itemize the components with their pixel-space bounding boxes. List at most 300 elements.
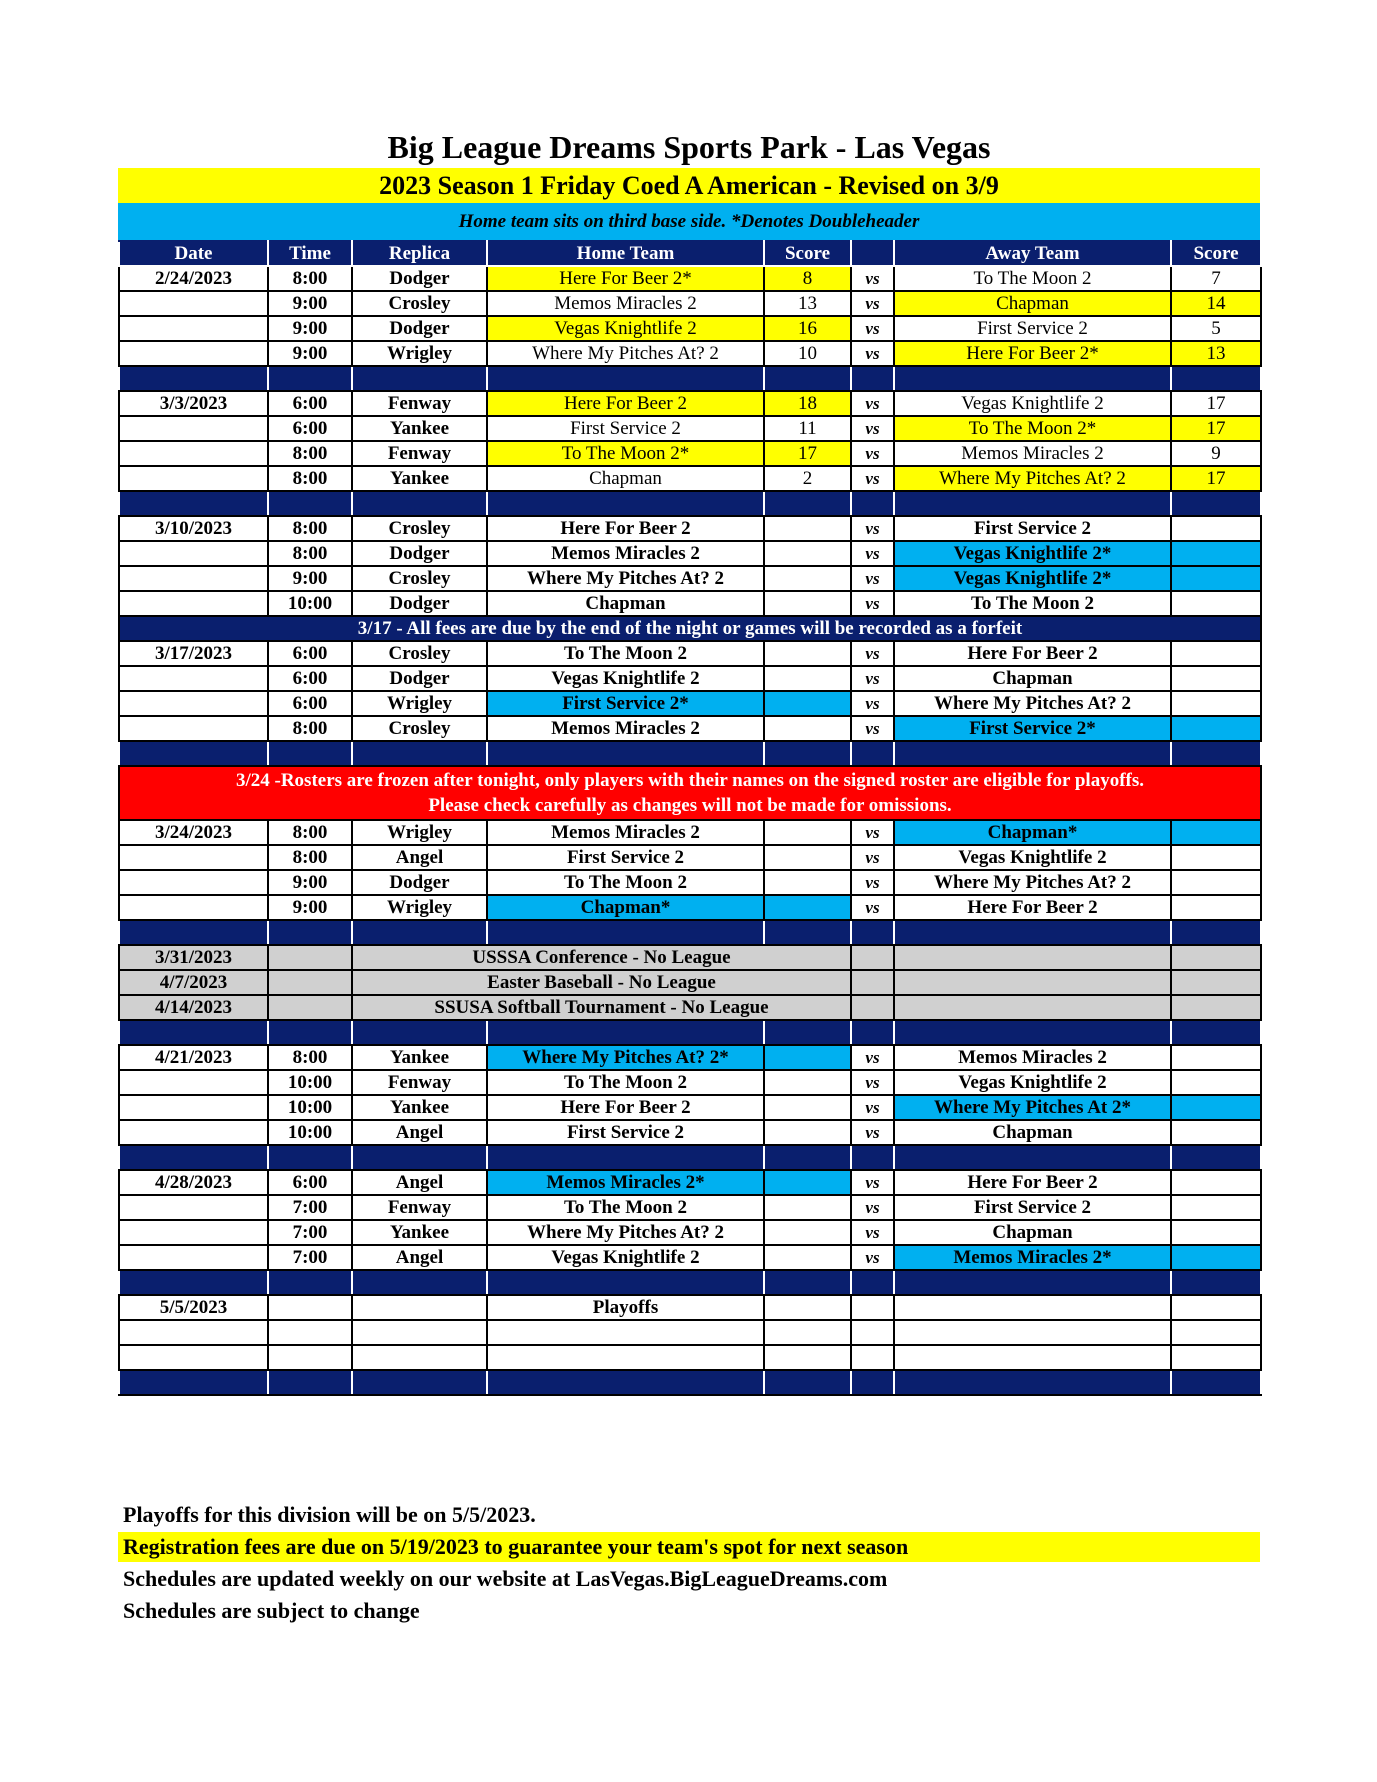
date-cell: [119, 591, 268, 616]
home-team-cell: Where My Pitches At? 2*: [487, 1045, 764, 1070]
separator-cell: [352, 366, 487, 391]
replica-cell: Angel: [352, 1170, 487, 1195]
separator-cell: [894, 1370, 1171, 1395]
time-cell: [268, 945, 352, 970]
vs-cell: vs: [851, 541, 894, 566]
replica-cell: Crosley: [352, 566, 487, 591]
away-score-cell: [1171, 691, 1261, 716]
date-cell: [119, 541, 268, 566]
date-cell: [119, 870, 268, 895]
replica-cell: [352, 1320, 487, 1345]
game-row: [119, 895, 1261, 920]
home-team-cell: Memos Miracles 2: [487, 541, 764, 566]
home-team-cell: Here For Beer 2: [487, 516, 764, 541]
separator-cell: [487, 366, 764, 391]
game-row: [119, 1295, 1261, 1320]
header-home-team: Home Team: [487, 241, 764, 266]
separator-cell: [851, 1020, 894, 1045]
separator-cell: [119, 366, 268, 391]
vs-cell: [851, 1295, 894, 1320]
replica-cell: Yankee: [352, 1045, 487, 1070]
replica-cell: Yankee: [352, 416, 487, 441]
separator-cell: [764, 920, 851, 945]
away-score-cell: [1171, 995, 1261, 1020]
vs-cell: vs: [851, 1070, 894, 1095]
separator-cell: [268, 366, 352, 391]
away-score-cell: 13: [1171, 341, 1261, 366]
vs-cell: vs: [851, 591, 894, 616]
date-cell: [119, 441, 268, 466]
separator-cell: [1171, 1145, 1261, 1170]
no-league-row: [119, 945, 1261, 970]
away-team-cell: To The Moon 2: [894, 591, 1171, 616]
away-score-cell: [1171, 1120, 1261, 1145]
date-cell: [119, 1120, 268, 1145]
game-row: [119, 691, 1261, 716]
header-vs: [851, 241, 894, 266]
away-score-cell: [1171, 1045, 1261, 1070]
header-away-score: Score: [1171, 241, 1261, 266]
away-team-cell: Here For Beer 2: [894, 895, 1171, 920]
game-row: [119, 466, 1261, 491]
away-team-cell: [894, 1345, 1171, 1370]
separator-cell: [851, 741, 894, 766]
vs-cell: vs: [851, 1195, 894, 1220]
header-row: [119, 241, 1261, 266]
separator-cell: [119, 1145, 268, 1170]
separator-cell: [851, 366, 894, 391]
home-score-cell: [764, 691, 851, 716]
away-score-cell: 14: [1171, 291, 1261, 316]
away-score-cell: 5: [1171, 316, 1261, 341]
away-score-cell: [1171, 845, 1261, 870]
time-cell: 7:00: [268, 1220, 352, 1245]
home-team-cell: First Service 2: [487, 1120, 764, 1145]
away-score-cell: 17: [1171, 416, 1261, 441]
home-score-cell: [764, 566, 851, 591]
home-team-cell: Chapman*: [487, 895, 764, 920]
separator-cell: [119, 1370, 268, 1395]
replica-cell: Fenway: [352, 391, 487, 416]
away-team-cell: Where My Pitches At? 2: [894, 870, 1171, 895]
home-score-cell: [764, 1220, 851, 1245]
vs-cell: vs: [851, 895, 894, 920]
home-score-cell: [764, 1295, 851, 1320]
away-team-cell: Here For Beer 2*: [894, 341, 1171, 366]
date-cell: [119, 716, 268, 741]
separator-cell: [764, 741, 851, 766]
date-cell: [119, 1070, 268, 1095]
away-score-cell: [1171, 895, 1261, 920]
playoffs-note: Playoffs for this division will be on 5/5/2023.: [123, 1502, 536, 1527]
home-team-cell: To The Moon 2: [487, 870, 764, 895]
away-score-cell: [1171, 820, 1261, 845]
time-cell: 8:00: [268, 716, 352, 741]
date-cell: 3/3/2023: [119, 391, 268, 416]
game-row: [119, 1345, 1261, 1370]
replica-cell: Angel: [352, 1120, 487, 1145]
date-cell: [119, 1320, 268, 1345]
home-team-cell: To The Moon 2: [487, 1070, 764, 1095]
replica-cell: Dodger: [352, 666, 487, 691]
page-title: Big League Dreams Sports Park - Las Vegas: [387, 129, 991, 165]
home-score-cell: 17: [764, 441, 851, 466]
separator-cell: [1171, 366, 1261, 391]
vs-cell: vs: [851, 266, 894, 291]
separator-cell: [487, 1370, 764, 1395]
date-cell: 5/5/2023: [119, 1295, 268, 1320]
home-score-cell: 2: [764, 466, 851, 491]
replica-cell: Fenway: [352, 441, 487, 466]
home-team-cell: [487, 1345, 764, 1370]
home-team-cell: Playoffs: [487, 1295, 764, 1320]
home-team-cell: Vegas Knightlife 2: [487, 1245, 764, 1270]
replica-cell: Dodger: [352, 591, 487, 616]
replica-cell: Wrigley: [352, 341, 487, 366]
separator-cell: [268, 1270, 352, 1295]
vs-cell: [851, 1345, 894, 1370]
vs-cell: vs: [851, 441, 894, 466]
time-cell: 9:00: [268, 291, 352, 316]
replica-cell: Wrigley: [352, 895, 487, 920]
home-score-cell: [764, 641, 851, 666]
home-team-cell: Where My Pitches At? 2: [487, 566, 764, 591]
separator-row: [119, 920, 1261, 945]
home-team-cell: First Service 2: [487, 416, 764, 441]
home-score-cell: [764, 870, 851, 895]
home-team-cell: Memos Miracles 2: [487, 291, 764, 316]
away-team-cell: Memos Miracles 2*: [894, 1245, 1171, 1270]
vs-cell: vs: [851, 870, 894, 895]
home-score-cell: [764, 1195, 851, 1220]
vs-cell: vs: [851, 416, 894, 441]
away-team-cell: Where My Pitches At? 2: [894, 691, 1171, 716]
date-cell: 2/24/2023: [119, 266, 268, 291]
separator-row: [119, 1020, 1261, 1045]
separator-cell: [268, 491, 352, 516]
date-cell: [119, 316, 268, 341]
no-league-row: [119, 995, 1261, 1020]
home-team-cell: Memos Miracles 2: [487, 716, 764, 741]
separator-cell: [894, 491, 1171, 516]
home-score-cell: [764, 1095, 851, 1120]
away-score-cell: [1171, 516, 1261, 541]
away-team-cell: Vegas Knightlife 2: [894, 391, 1171, 416]
home-score-cell: [764, 895, 851, 920]
away-team-cell: Here For Beer 2: [894, 641, 1171, 666]
game-row: [119, 1095, 1261, 1120]
away-team-cell: First Service 2: [894, 516, 1171, 541]
time-cell: 8:00: [268, 266, 352, 291]
separator-cell: [268, 1020, 352, 1045]
home-team-cell: Here For Beer 2: [487, 1095, 764, 1120]
away-team-cell: Chapman: [894, 291, 1171, 316]
home-team-cell: Chapman: [487, 591, 764, 616]
away-score-cell: 17: [1171, 391, 1261, 416]
separator-cell: [894, 366, 1171, 391]
home-team-cell: First Service 2*: [487, 691, 764, 716]
time-cell: 10:00: [268, 591, 352, 616]
date-cell: 4/21/2023: [119, 1045, 268, 1070]
separator-cell: [1171, 491, 1261, 516]
separator-cell: [894, 1270, 1171, 1295]
game-row: [119, 566, 1261, 591]
header-home-score: Score: [764, 241, 851, 266]
away-score-cell: [1171, 716, 1261, 741]
game-row: [119, 341, 1261, 366]
separator-cell: [487, 1020, 764, 1045]
separator-cell: [851, 1145, 894, 1170]
away-score-cell: [1171, 566, 1261, 591]
home-team-cell: To The Moon 2: [487, 1195, 764, 1220]
home-score-cell: [764, 1345, 851, 1370]
replica-cell: Crosley: [352, 516, 487, 541]
vs-cell: vs: [851, 716, 894, 741]
date-cell: [119, 466, 268, 491]
vs-cell: vs: [851, 845, 894, 870]
date-cell: [119, 1245, 268, 1270]
home-score-cell: [764, 845, 851, 870]
separator-cell: [764, 1145, 851, 1170]
away-team-cell: [894, 970, 1171, 995]
home-score-cell: 11: [764, 416, 851, 441]
away-score-cell: [1171, 870, 1261, 895]
away-team-cell: Memos Miracles 2: [894, 1045, 1171, 1070]
schedule-body: [119, 266, 1261, 1395]
header-date: Date: [119, 241, 268, 266]
replica-cell: Crosley: [352, 291, 487, 316]
time-cell: 10:00: [268, 1095, 352, 1120]
away-score-cell: [1171, 591, 1261, 616]
away-team-cell: To The Moon 2: [894, 266, 1171, 291]
time-cell: 7:00: [268, 1245, 352, 1270]
header-time: Time: [268, 241, 352, 266]
away-team-cell: To The Moon 2*: [894, 416, 1171, 441]
time-cell: 10:00: [268, 1070, 352, 1095]
away-team-cell: First Service 2: [894, 1195, 1171, 1220]
no-league-row: [119, 970, 1261, 995]
separator-cell: [894, 1145, 1171, 1170]
vs-cell: vs: [851, 666, 894, 691]
away-score-cell: [1171, 1295, 1261, 1320]
separator-cell: [764, 1020, 851, 1045]
date-cell: 4/7/2023: [119, 970, 268, 995]
home-score-cell: [764, 1045, 851, 1070]
separator-cell: [764, 491, 851, 516]
game-row: [119, 1245, 1261, 1270]
separator-cell: [352, 1145, 487, 1170]
home-score-cell: 10: [764, 341, 851, 366]
replica-cell: Crosley: [352, 641, 487, 666]
time-cell: 6:00: [268, 666, 352, 691]
time-cell: 10:00: [268, 1120, 352, 1145]
date-cell: [119, 1095, 268, 1120]
away-team-cell: [894, 1295, 1171, 1320]
away-team-cell: Chapman: [894, 666, 1171, 691]
away-score-cell: 9: [1171, 441, 1261, 466]
game-row: [119, 291, 1261, 316]
no-league-text: USSSA Conference - No League: [352, 945, 851, 970]
separator-cell: [894, 741, 1171, 766]
home-team-cell: Where My Pitches At? 2: [487, 1220, 764, 1245]
away-team-cell: Vegas Knightlife 2*: [894, 541, 1171, 566]
game-row: [119, 1195, 1261, 1220]
home-team-cell: [487, 1320, 764, 1345]
vs-cell: [851, 945, 894, 970]
separator-row: [119, 741, 1261, 766]
roster-alert: [119, 766, 1261, 820]
vs-cell: vs: [851, 566, 894, 591]
separator-cell: [764, 1370, 851, 1395]
separator-cell: [352, 1020, 487, 1045]
game-row: [119, 845, 1261, 870]
game-row: [119, 416, 1261, 441]
date-cell: 4/28/2023: [119, 1170, 268, 1195]
time-cell: [268, 1345, 352, 1370]
time-cell: 6:00: [268, 391, 352, 416]
game-row: [119, 820, 1261, 845]
notice-text: 3/17 - All fees are due by the end of the night or games will be recorded as a forfeit: [119, 616, 1261, 641]
away-score-cell: 17: [1171, 466, 1261, 491]
roster-alert-row: [119, 766, 1261, 820]
vs-cell: [851, 970, 894, 995]
away-score-cell: [1171, 970, 1261, 995]
roster-alert-line: 3/24 -Rosters are frozen after tonight, only players with their names on the signed roster are eligible for playoffs.: [235, 770, 1145, 791]
time-cell: 6:00: [268, 691, 352, 716]
home-team-cell: Here For Beer 2: [487, 391, 764, 416]
vs-cell: vs: [851, 820, 894, 845]
time-cell: [268, 995, 352, 1020]
date-cell: [119, 341, 268, 366]
away-team-cell: Vegas Knightlife 2: [894, 845, 1171, 870]
separator-cell: [268, 1145, 352, 1170]
separator-cell: [894, 1020, 1171, 1045]
away-team-cell: Here For Beer 2: [894, 1170, 1171, 1195]
replica-cell: Crosley: [352, 716, 487, 741]
game-row: [119, 441, 1261, 466]
date-cell: [119, 1220, 268, 1245]
home-team-cell: Memos Miracles 2: [487, 820, 764, 845]
vs-cell: vs: [851, 516, 894, 541]
separator-cell: [487, 491, 764, 516]
date-cell: 3/10/2023: [119, 516, 268, 541]
date-cell: [119, 845, 268, 870]
separator-cell: [851, 491, 894, 516]
away-score-cell: [1171, 641, 1261, 666]
vs-cell: [851, 995, 894, 1020]
separator-cell: [1171, 920, 1261, 945]
replica-cell: Dodger: [352, 266, 487, 291]
away-team-cell: Memos Miracles 2: [894, 441, 1171, 466]
game-row: [119, 591, 1261, 616]
replica-cell: Fenway: [352, 1195, 487, 1220]
separator-cell: [352, 741, 487, 766]
home-score-cell: [764, 591, 851, 616]
away-team-cell: Chapman: [894, 1120, 1171, 1145]
header-replica: Replica: [352, 241, 487, 266]
notice-row: [119, 616, 1261, 641]
separator-cell: [487, 1270, 764, 1295]
away-score-cell: [1171, 666, 1261, 691]
away-score-cell: [1171, 1220, 1261, 1245]
home-team-cell: Here For Beer 2*: [487, 266, 764, 291]
game-row: [119, 391, 1261, 416]
time-cell: 8:00: [268, 441, 352, 466]
replica-cell: Dodger: [352, 870, 487, 895]
change-note: Schedules are subject to change: [123, 1598, 420, 1623]
game-row: [119, 1220, 1261, 1245]
time-cell: 6:00: [268, 641, 352, 666]
game-row: [119, 1320, 1261, 1345]
replica-cell: [352, 1295, 487, 1320]
vs-cell: [851, 1320, 894, 1345]
away-score-cell: [1171, 1170, 1261, 1195]
away-team-cell: Where My Pitches At 2*: [894, 1095, 1171, 1120]
time-cell: 9:00: [268, 316, 352, 341]
replica-cell: Angel: [352, 1245, 487, 1270]
time-cell: 7:00: [268, 1195, 352, 1220]
time-cell: 8:00: [268, 820, 352, 845]
separator-cell: [894, 920, 1171, 945]
vs-cell: vs: [851, 1245, 894, 1270]
time-cell: [268, 970, 352, 995]
home-team-note: Home team sits on third base side. *Denotes Doubleheader: [118, 203, 1260, 240]
separator-cell: [352, 1370, 487, 1395]
game-row: [119, 316, 1261, 341]
separator-cell: [268, 1370, 352, 1395]
time-cell: 8:00: [268, 541, 352, 566]
separator-cell: [487, 920, 764, 945]
separator-cell: [119, 491, 268, 516]
date-cell: 3/17/2023: [119, 641, 268, 666]
separator-cell: [352, 1270, 487, 1295]
away-score-cell: [1171, 1320, 1261, 1345]
vs-cell: vs: [851, 466, 894, 491]
registration-note: Registration fees are due on 5/19/2023 to guarantee your team's spot for next season: [118, 1532, 1260, 1562]
date-cell: 3/24/2023: [119, 820, 268, 845]
replica-cell: Fenway: [352, 1070, 487, 1095]
separator-row: [119, 1270, 1261, 1295]
date-cell: 4/14/2023: [119, 995, 268, 1020]
time-cell: [268, 1295, 352, 1320]
vs-cell: vs: [851, 1045, 894, 1070]
date-cell: 3/31/2023: [119, 945, 268, 970]
game-row: [119, 1070, 1261, 1095]
vs-cell: vs: [851, 1220, 894, 1245]
home-score-cell: [764, 1120, 851, 1145]
separator-row: [119, 491, 1261, 516]
separator-cell: [119, 741, 268, 766]
time-cell: 9:00: [268, 870, 352, 895]
game-row: [119, 541, 1261, 566]
away-score-cell: [1171, 1345, 1261, 1370]
separator-cell: [1171, 1370, 1261, 1395]
time-cell: 8:00: [268, 1045, 352, 1070]
vs-cell: vs: [851, 691, 894, 716]
date-cell: [119, 291, 268, 316]
home-score-cell: [764, 716, 851, 741]
separator-cell: [119, 920, 268, 945]
away-team-cell: First Service 2: [894, 316, 1171, 341]
date-cell: [119, 416, 268, 441]
away-team-cell: Chapman: [894, 1220, 1171, 1245]
away-score-cell: [1171, 541, 1261, 566]
vs-cell: vs: [851, 341, 894, 366]
game-row: [119, 716, 1261, 741]
home-team-cell: Chapman: [487, 466, 764, 491]
separator-cell: [487, 1145, 764, 1170]
home-team-cell: Where My Pitches At? 2: [487, 341, 764, 366]
